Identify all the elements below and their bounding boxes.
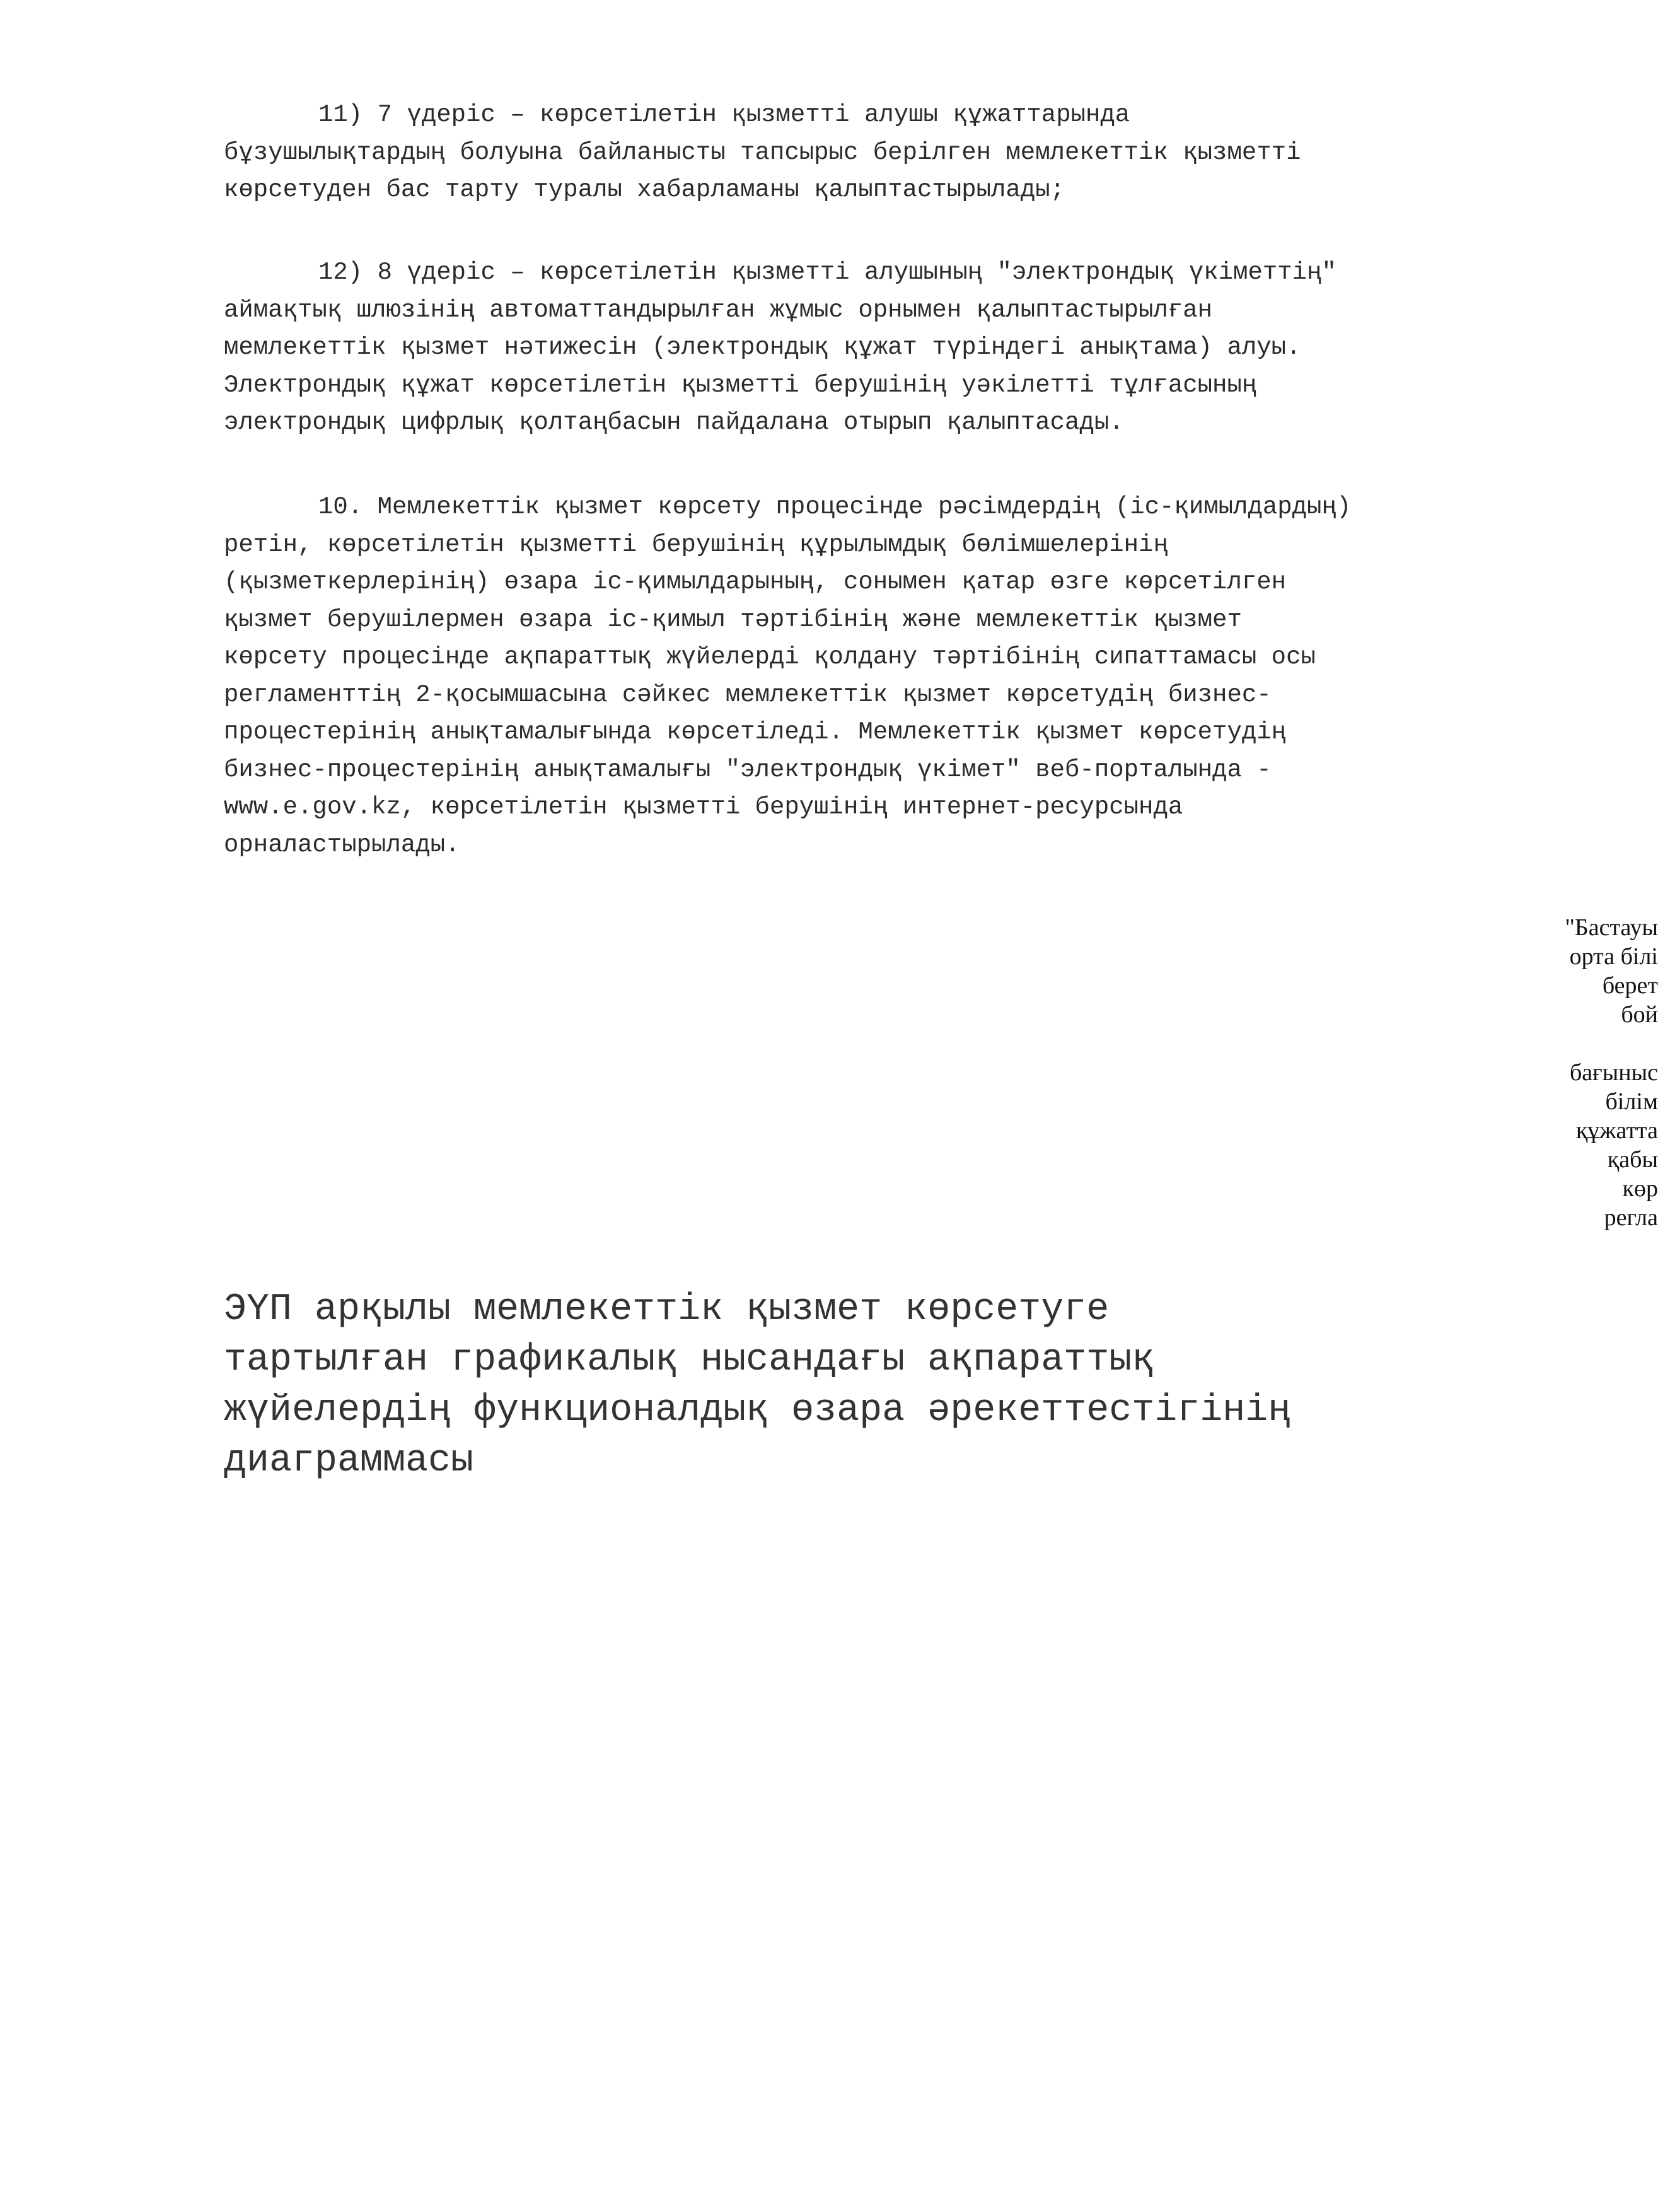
appendix-caption-line: қабы [1607, 1146, 1658, 1173]
paragraph-line: процестерінің анықтамалығында көрсетіледі. Мемлекеттік қызмет көрсетудің [224, 718, 1287, 746]
diagram-heading-line: жүйелердің функционалдық өзара әрекеттестігінің [224, 1389, 1291, 1432]
appendix-caption-line: құжатта [1575, 1117, 1658, 1144]
appendix-caption-line: орта білі [1569, 943, 1658, 970]
diagram-heading-line: ЭҮП арқылы мемлекеттік қызмет көрсетуге [224, 1288, 1110, 1331]
paragraph-step-8 [224, 254, 1504, 442]
diagram-heading [224, 1284, 1522, 1486]
paragraph-line: 12) 8 үдеріс – көрсетілетін қызметті алушының "электрондық үкіметтің" [318, 259, 1336, 286]
appendix-caption-line: "Бастауы [1565, 914, 1658, 941]
appendix-caption [1469, 913, 1658, 1232]
paragraph-step-7 [224, 96, 1504, 209]
paragraph-line: www.e.gov.kz, көрсетілетін қызметті берушінің интернет-ресурсында [224, 793, 1183, 821]
paragraph-line: орналастырылады. [224, 830, 460, 859]
paragraph-line: қызмет берушілермен өзара іс-қимыл тәртібінің және мемлекеттік қызмет [224, 605, 1242, 634]
paragraph-line: регламенттің 2-қосымшасына сәйкес мемлекеттік қызмет көрсетудің бизнес- [224, 680, 1272, 709]
paragraph-line: аймақтық шлюзінің автоматтандырылған жұмыс орнымен қалыптастырылған [224, 296, 1213, 324]
appendix-caption-line: көр [1622, 1175, 1658, 1202]
paragraph-line: электрондық цифрлық қолтаңбасын пайдалана отырып қалыптасады. [224, 409, 1124, 436]
paragraph-line: мемлекеттік қызмет нәтижесін (электрондық құжат түріндегі анықтама) алуы. [224, 334, 1301, 361]
appendix-caption-line: бой [1621, 1001, 1658, 1028]
appendix-caption-line: бағыныс [1569, 1059, 1658, 1086]
paragraph-line: бизнес-процестерінің анықтамалығы "электрондық үкімет" веб-порталында - [224, 755, 1272, 784]
diagram-heading-line: диаграммасы [224, 1440, 474, 1482]
appendix-caption-gap [1469, 1029, 1658, 1058]
paragraph-line: ретін, көрсетілетін қызметті берушінің құрылымдық бөлімшелерінің [224, 530, 1168, 559]
appendix-caption-line: регла [1604, 1204, 1658, 1231]
appendix-caption-line: білім [1605, 1088, 1658, 1115]
paragraph-clause-10 [224, 489, 1504, 864]
paragraph-line: көрсетуден бас тарту туралы хабарламаны қалыптастырылады; [224, 176, 1065, 204]
paragraph-line: 10. Мемлекеттік қызмет көрсету процесінде рәсімдердің (іс-қимылдардың) [318, 493, 1352, 521]
diagram-heading-line: тартылған графикалық нысандағы ақпараттық [224, 1339, 1155, 1382]
paragraph-line: бұзушылықтардың болуына байланысты тапсырыс берілген мемлекеттік қызметті [224, 138, 1301, 166]
appendix-caption-line: берет [1602, 972, 1658, 999]
paragraph-line: көрсету процесінде ақпараттық жүйелерді қолдану тәртібінің сипаттамасы осы [224, 643, 1316, 671]
paragraph-line: Электрондық құжат көрсетілетін қызметті берушінің уәкілетті тұлғасының [224, 371, 1257, 399]
paragraph-line: (қызметкерлерінің) өзара іс-қимылдарының, сонымен қатар өзге көрсетілген [224, 568, 1287, 596]
paragraph-line: 11) 7 үдеріс – көрсетілетін қызметті алушы құжаттарында [318, 101, 1130, 129]
